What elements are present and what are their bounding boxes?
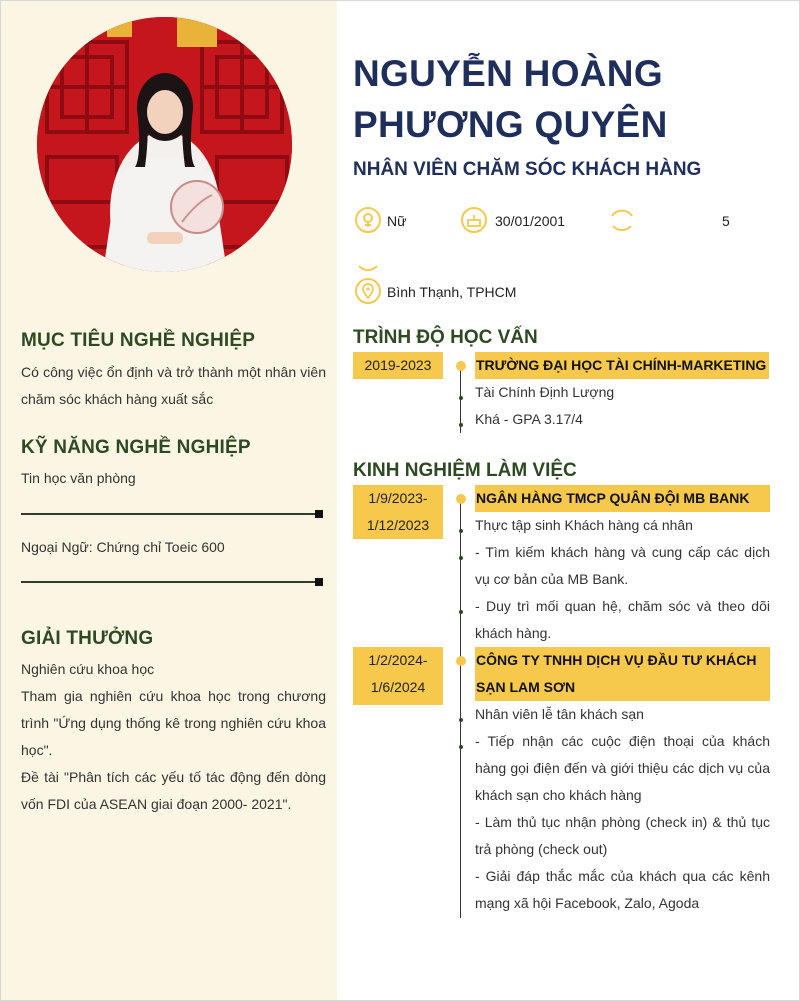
timeline-marker: [456, 361, 466, 371]
company-name-line-1: CÔNG TY TNHH DỊCH VỤ ĐẦU TƯ KHÁCH: [476, 652, 757, 668]
job-date-end: 1/12/2023: [366, 517, 430, 533]
name-line-2: PHƯƠNG QUYÊN: [353, 104, 668, 145]
timeline-marker: [456, 494, 466, 504]
phone-icon: [609, 207, 635, 233]
profile-photo: [37, 17, 292, 272]
timeline-dot: [459, 556, 463, 560]
name-line-1: NGUYỄN HOÀNG: [353, 53, 663, 94]
job-task: - Duy trì mối quan hệ, chăm sóc và theo dõi khách hàng.: [475, 598, 770, 641]
objective-text: Có công việc ổn định và trở thành một nhân viên chăm sóc khách hàng xuất sắc: [21, 364, 326, 407]
job-date-end: 1/6/2024: [370, 679, 426, 695]
job-task: - Tiếp nhận các cuộc điện thoại của khách hàng gọi điện đến và giới thiệu các dịch vụ của khách sạn cho khách hàng: [475, 733, 770, 803]
company-name: [475, 647, 770, 701]
phone-value: 5: [722, 213, 730, 229]
sidebar: [0, 0, 337, 1001]
skill-label: Ngoại Ngữ: Chứng chỉ Toeic 600: [21, 539, 225, 555]
timeline-dot: [459, 745, 463, 749]
skill-level-bar: [21, 581, 319, 583]
skill-level-marker: [315, 578, 323, 586]
job-task: - Làm thủ tục nhận phòng (check in) & thủ tục trả phòng (check out): [475, 814, 770, 857]
job-date: [353, 485, 443, 539]
job-task: - Tìm kiếm khách hàng và cung cấp các dịch vụ cơ bản của MB Bank.: [475, 544, 770, 587]
job-date-start: 1/2/2024-: [368, 652, 428, 668]
timeline-marker: [456, 656, 466, 666]
education-gpa: Khá - GPA 3.17/4: [475, 411, 583, 427]
awards-title: GIẢI THƯỞNG: [21, 628, 154, 649]
birthday-cake-icon: [461, 207, 487, 233]
skill-label: Tin học văn phòng: [21, 470, 136, 486]
candidate-name: [353, 48, 668, 150]
job-position: Nhân viên lễ tân khách sạn: [475, 706, 644, 722]
job-position: Thực tập sinh Khách hàng cá nhân: [475, 517, 693, 533]
job-date: [353, 647, 443, 705]
timeline-dot: [459, 529, 463, 533]
skills-title: KỸ NĂNG NGHỀ NGHIỆP: [21, 437, 251, 458]
job-task: - Giải đáp thắc mắc của khách qua các kênh mạng xã hội Facebook, Zalo, Agoda: [475, 868, 770, 911]
objective-title: MỤC TIÊU NGHỀ NGHIỆP: [21, 330, 256, 351]
experience-title: KINH NGHIỆM LÀM VIỆC: [353, 460, 577, 481]
birthday-value: 30/01/2001: [495, 213, 566, 229]
company-name-line-2: SẠN LAM SƠN: [476, 679, 576, 695]
timeline-dot: [459, 718, 463, 722]
location-icon: [355, 278, 381, 304]
school-name: TRƯỜNG ĐẠI HỌC TÀI CHÍNH-MARKETING: [475, 352, 769, 379]
education-major: Tài Chính Định Lượng: [475, 384, 615, 400]
award-line: Nghiên cứu khoa học: [21, 661, 155, 677]
job-date-start: 1/9/2023-: [368, 490, 428, 506]
timeline-dot: [459, 396, 463, 400]
education-date: 2019-2023: [353, 352, 443, 379]
timeline-dot: [459, 610, 463, 614]
award-line: Tham gia nghiên cứu khoa học trong chương trình "Ứng dụng thống kê trong nghiên cứu khoa học".: [21, 688, 326, 758]
timeline-dot: [459, 423, 463, 427]
address-value: Bình Thạnh, TPHCM: [387, 284, 517, 300]
job-title: NHÂN VIÊN CHĂM SÓC KHÁCH HÀNG: [353, 159, 702, 180]
company-name: NGÂN HÀNG TMCP QUÂN ĐỘI MB BANK: [475, 485, 770, 512]
skill-level-marker: [315, 510, 323, 518]
gender-icon: [355, 207, 381, 233]
education-title: TRÌNH ĐỘ HỌC VẤN: [353, 327, 538, 348]
gender-value: Nữ: [387, 213, 407, 229]
award-line: Đề tài "Phân tích các yếu tố tác động đến dòng vốn FDI của ASEAN giai đoạn 2000- 2021".: [21, 769, 326, 812]
skill-level-bar: [21, 513, 319, 515]
email-icon: [355, 264, 381, 272]
